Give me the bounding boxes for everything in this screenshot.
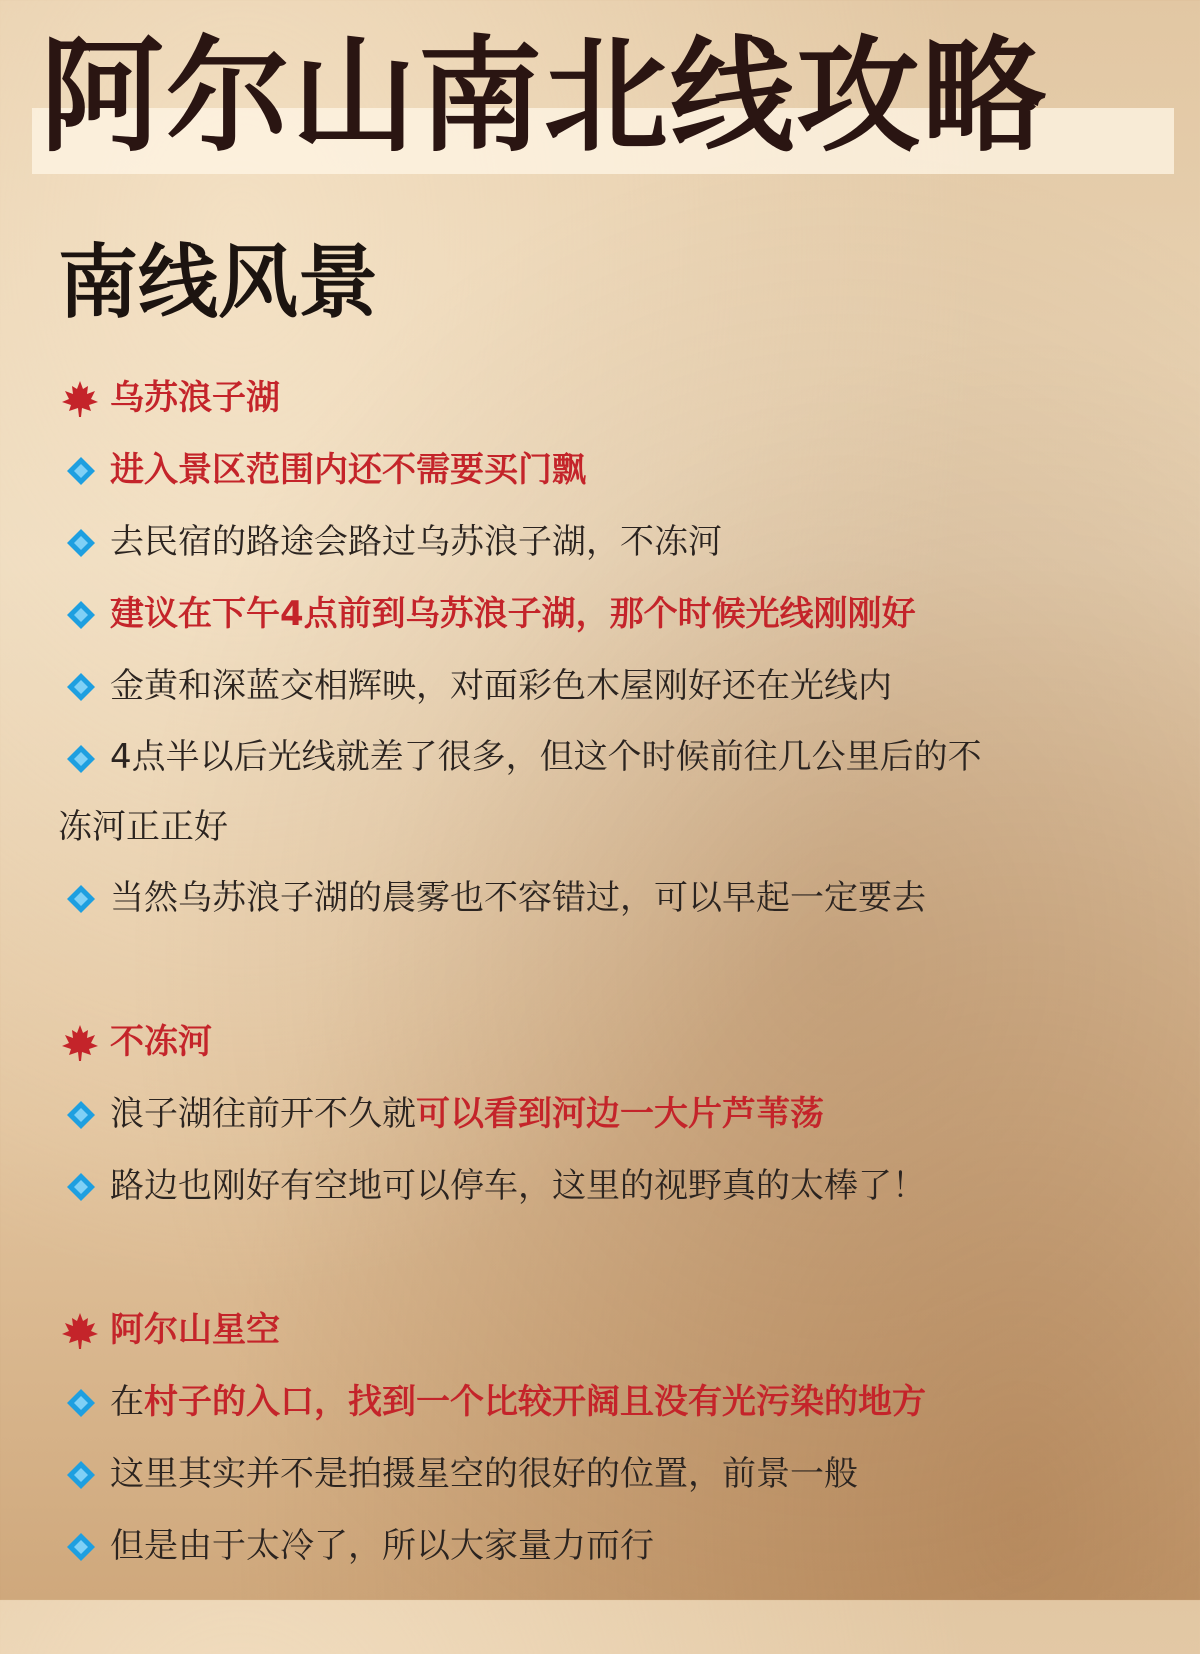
diamond-bullet-icon [66, 1388, 96, 1418]
diamond-bullet-icon [66, 528, 96, 558]
diamond-bullet-icon [66, 884, 96, 914]
diamond-bullet-icon [66, 456, 96, 486]
item-text: 路边也刚好有空地可以停车，这里的视野真的太棒了！ [110, 1166, 926, 1206]
maple-leaf-icon [60, 1023, 100, 1063]
list-item [58, 862, 1158, 934]
group-aershan-starry-sky [58, 1294, 1158, 1582]
list-item [58, 650, 1158, 722]
list-item [58, 506, 1158, 578]
heading-text: 乌苏浪子湖 [110, 378, 280, 418]
heading-text: 阿尔山星空 [110, 1310, 280, 1350]
page-title: 阿尔山南北线攻略 [40, 24, 1049, 169]
list-item [58, 1366, 1158, 1438]
group-wusu-langzi-lake [58, 362, 1158, 934]
list-item [58, 1438, 1158, 1510]
diamond-bullet-icon [66, 1172, 96, 1202]
maple-leaf-icon [60, 379, 100, 419]
group-heading [58, 1006, 1158, 1078]
item-text: 去民宿的路途会路过乌苏浪子湖，不冻河 [110, 522, 722, 562]
item-text: 金黄和深蓝交相辉映，对面彩色木屋刚好还在光线内 [110, 666, 892, 706]
item-text: 但是由于太冷了，所以大家量力而行 [110, 1526, 654, 1566]
diamond-bullet-icon [66, 744, 96, 774]
section-title: 南线风景 [58, 235, 378, 329]
item-highlight: 可以看到河边一大片芦苇荡 [416, 1094, 824, 1134]
list-item [58, 1150, 1158, 1222]
item-text: 在 [110, 1382, 144, 1422]
diamond-bullet-icon [66, 1532, 96, 1562]
list-item [58, 434, 1158, 506]
item-text: 浪子湖往前开不久就 [110, 1094, 416, 1134]
list-item [58, 1078, 1158, 1150]
item-highlight: 建议在下午4点前到乌苏浪子湖，那个时候光线刚刚好 [110, 594, 916, 634]
item-text: 这里其实并不是拍摄星空的很好的位置，前景一般 [110, 1454, 858, 1494]
diamond-bullet-icon [66, 1100, 96, 1130]
diamond-bullet-icon [66, 600, 96, 630]
item-text: 当然乌苏浪子湖的晨雾也不容错过，可以早起一定要去 [110, 878, 926, 918]
list-item [58, 722, 1158, 862]
diamond-bullet-icon [66, 1460, 96, 1490]
item-text-continued: 冻河正正好 [58, 807, 228, 847]
item-highlight: 村子的入口，找到一个比较开阔且没有光污染的地方 [144, 1382, 926, 1422]
group-heading [58, 1294, 1158, 1366]
content-area [58, 362, 1158, 1654]
list-item [58, 1510, 1158, 1582]
group-heading [58, 362, 1158, 434]
maple-leaf-icon [60, 1311, 100, 1351]
item-highlight: 进入景区范围内还不需要买门飘 [110, 450, 586, 490]
group-budong-river [58, 1006, 1158, 1222]
heading-text: 不冻河 [110, 1022, 212, 1062]
list-item [58, 578, 1158, 650]
diamond-bullet-icon [66, 672, 96, 702]
item-text: 4点半以后光线就差了很多，但这个时候前往几公里后的不 [110, 737, 982, 777]
